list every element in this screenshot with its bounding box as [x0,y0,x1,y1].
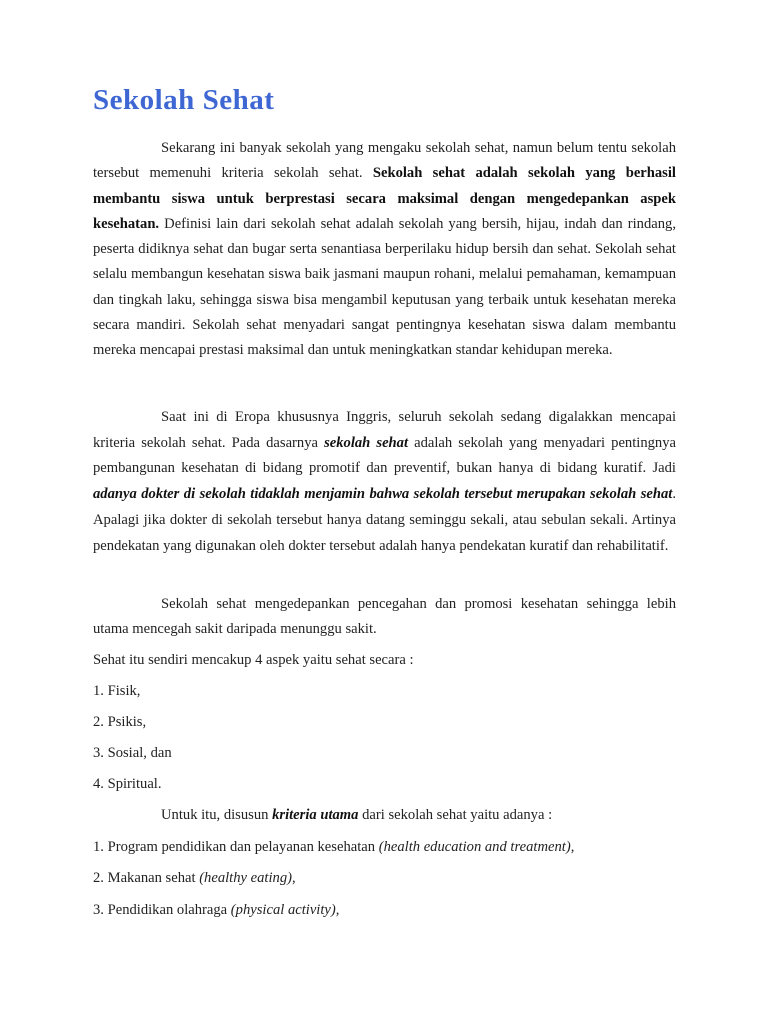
bold-definition: Sekolah sehat adalah sekolah yang berhasil membantu siswa untuk berprestasi secara maksimal dengan mengedepankan aspek kesehatan. [93,165,676,232]
emphasis: sekolah sehat [324,434,409,451]
text: Definisi lain dari sekolah sehat adalah sekolah yang bersih, hijau, indah dan rindang, peserta didiknya sehat dan bugar serta senantiasa berperilaku hidup bersih dan sehat. Sekolah sehat selalu membangun kesehatan siswa baik jasmani maupun rohani, melalui pemahaman, kemampuan dan tingkah laku, sehingga siswa bisa mengambil keputusan yang terbaik untuk kesehatan mereka secara mandiri. Sekolah sehat menyadari sangat pentingnya kesehatan siswa dalam membantu mereka mencapai prestasi maksimal dan untuk meningkatkan standar kehidupan mereka. [93,215,676,359]
text: . Apalagi jika dokter di sekolah tersebut hanya datang seminggu sekali, atau sebulan sekali. Artinya pendekatan yang digunakan oleh dokter tersebut adalah hanya pendekatan kuratif dan rehabilitatif. [93,486,676,554]
paragraph-4: Sehat itu sendiri mencakup 4 aspek yaitu sehat secara : [93,652,414,668]
text: 3. Pendidikan olahraga [93,902,231,918]
paragraph-2 [93,405,676,559]
criteria-item [93,868,676,888]
aspect-item: 2. Psikis, [93,714,147,730]
document-title: Sekolah Sehat [93,84,275,116]
aspect-item: 1. Fisik, [93,683,141,699]
english-term: (healthy eating) [199,870,292,886]
text: 2. Makanan sehat [93,870,200,886]
text: Untuk itu, disusun [161,807,273,823]
criteria-item [93,837,676,857]
text: 1. Program pendidikan dan pelayanan kesehatan [93,839,379,855]
paragraph-3: Sekolah sehat mengedepankan pencegahan dan promosi kesehatan sehingga lebih utama mencegah sakit daripada menunggu sakit. [93,596,676,637]
english-term: (health education and treatment) [378,839,571,855]
text: Saat ini di Eropa khususnya Inggris, seluruh sekolah sedang digalakkan mencapai kriteria sekolah sehat. Pada dasarnya [93,409,676,451]
emphasis: kriteria utama [272,807,359,823]
paragraph-5 [93,805,676,825]
text: adalah sekolah yang menyadari pentingnya pembangunan kesehatan di bidang promotif dan preventif, bukan hanya di bidang kuratif. Jadi [93,434,676,477]
aspect-item: 4. Spiritual. [93,776,162,792]
aspect-item: 3. Sosial, dan [93,745,172,761]
criteria-item [93,900,676,920]
text: Sekarang ini banyak sekolah yang mengaku sekolah sehat, namun belum tentu sekolah tersebut memenuhi kriteria sekolah sehat. [93,140,676,182]
emphasis: adanya dokter di sekolah tidaklah menjamin bahwa sekolah tersebut merupakan sekolah sehat [93,486,673,503]
english-term: (physical activity) [230,902,336,918]
text: , [570,839,575,855]
text: , [292,870,296,886]
text: dari sekolah sehat yaitu adanya : [358,807,553,823]
text: , [335,902,340,918]
paragraph-1 [93,136,676,364]
